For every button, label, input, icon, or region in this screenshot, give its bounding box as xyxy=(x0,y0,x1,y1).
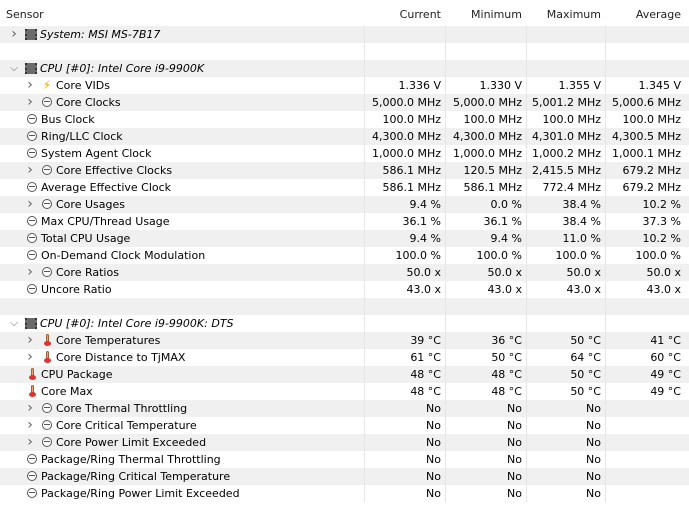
column-divider xyxy=(364,60,365,77)
group-label: CPU [#0]: Intel Core i9-9900K: DTS xyxy=(40,317,234,330)
chevron-right-icon[interactable]: › xyxy=(27,264,33,280)
sensor-label: Core Power Limit Exceeded xyxy=(56,436,207,449)
average-value: 1.345 V xyxy=(638,79,681,92)
clock-icon xyxy=(41,266,53,278)
minimum-value: 36 °C xyxy=(491,334,522,347)
average-value xyxy=(605,451,685,468)
table-row[interactable] xyxy=(0,213,689,230)
table-row[interactable] xyxy=(0,468,689,485)
minimum-value: 5,000.0 MHz xyxy=(452,96,522,109)
sensor-label: Core Distance to TjMAX xyxy=(56,351,186,364)
clock-icon xyxy=(41,402,53,414)
sensor-label: Ring/LLC Clock xyxy=(41,130,123,143)
sensor-label: Core Temperatures xyxy=(56,334,161,347)
thermometer-icon xyxy=(26,385,38,397)
chevron-right-icon[interactable]: › xyxy=(27,77,33,93)
minimum-value: No xyxy=(507,453,522,466)
minimum-value: 48 °C xyxy=(491,385,522,398)
average-value xyxy=(605,400,685,417)
column-divider xyxy=(364,298,365,315)
current-value: 9.4 % xyxy=(409,232,441,245)
table-row[interactable] xyxy=(0,111,689,128)
average-value: 100.0 % xyxy=(635,249,681,262)
minimum-value: 100.0 MHz xyxy=(463,113,522,126)
table-row[interactable] xyxy=(0,128,689,145)
chevron-down-icon[interactable]: ⌵ xyxy=(10,62,18,74)
maximum-value: 100.0 MHz xyxy=(542,113,601,126)
table-row[interactable] xyxy=(0,383,689,400)
clock-icon xyxy=(26,232,38,244)
column-divider xyxy=(364,315,365,332)
maximum-value: 1.355 V xyxy=(558,79,601,92)
column-header-average[interactable]: Average xyxy=(635,7,681,21)
minimum-value: 9.4 % xyxy=(490,232,522,245)
column-divider xyxy=(445,60,446,77)
table-row[interactable] xyxy=(0,349,689,366)
table-row[interactable] xyxy=(0,264,689,281)
sensor-group-row[interactable] xyxy=(0,26,689,43)
average-value: 4,300.5 MHz xyxy=(611,130,681,143)
column-divider xyxy=(364,26,365,43)
current-value: No xyxy=(426,436,441,449)
average-value: 37.3 % xyxy=(642,215,681,228)
current-value: No xyxy=(426,402,441,415)
maximum-value: 11.0 % xyxy=(562,232,601,245)
table-row[interactable] xyxy=(0,247,689,264)
maximum-value: 100.0 % xyxy=(555,249,601,262)
maximum-value: 64 °C xyxy=(570,351,601,364)
maximum-value: 38.4 % xyxy=(562,215,601,228)
maximum-value: 5,001.2 MHz xyxy=(531,96,601,109)
table-row[interactable] xyxy=(0,417,689,434)
maximum-value: No xyxy=(586,436,601,449)
sensor-label: Core Ratios xyxy=(56,266,119,279)
column-divider xyxy=(605,60,606,77)
minimum-value: 50.0 x xyxy=(487,266,522,279)
minimum-value: 50 °C xyxy=(491,351,522,364)
column-divider xyxy=(605,43,606,60)
average-value: 679.2 MHz xyxy=(622,181,681,194)
average-value: 10.2 % xyxy=(642,232,681,245)
table-row[interactable] xyxy=(0,145,689,162)
table-row[interactable] xyxy=(0,485,689,502)
sensor-label: Core Effective Clocks xyxy=(56,164,173,177)
sensor-label: Bus Clock xyxy=(41,113,95,126)
spacer-row xyxy=(0,43,689,60)
sensor-label: Core Usages xyxy=(56,198,125,211)
column-divider xyxy=(526,43,527,60)
average-value xyxy=(605,485,685,502)
clock-icon xyxy=(26,215,38,227)
minimum-value: No xyxy=(507,487,522,500)
clock-icon xyxy=(26,470,38,482)
table-row[interactable] xyxy=(0,451,689,468)
maximum-value: 50 °C xyxy=(570,368,601,381)
sensor-label: Core Max xyxy=(41,385,93,398)
average-value: 100.0 MHz xyxy=(622,113,681,126)
spacer-row xyxy=(0,298,689,315)
group-label: System: MSI MS-7B17 xyxy=(40,28,161,41)
table-row[interactable] xyxy=(0,94,689,111)
sensor-label: CPU Package xyxy=(41,368,113,381)
sensor-label: Package/Ring Critical Temperature xyxy=(41,470,231,483)
maximum-value: 43.0 x xyxy=(566,283,601,296)
minimum-value: 48 °C xyxy=(491,368,522,381)
current-value: 9.4 % xyxy=(409,198,441,211)
average-value: 49 °C xyxy=(650,385,681,398)
clock-icon xyxy=(26,249,38,261)
chevron-right-icon[interactable]: › xyxy=(27,434,33,450)
minimum-value: 36.1 % xyxy=(483,215,522,228)
current-value: No xyxy=(426,470,441,483)
minimum-value: No xyxy=(507,436,522,449)
clock-icon xyxy=(26,453,38,465)
column-divider xyxy=(526,60,527,77)
current-value: 586.1 MHz xyxy=(382,181,441,194)
sensor-label: Average Effective Clock xyxy=(41,181,172,194)
maximum-value: No xyxy=(586,402,601,415)
chevron-right-icon[interactable]: › xyxy=(27,332,33,348)
table-row[interactable] xyxy=(0,196,689,213)
sensor-label: Core VIDs xyxy=(56,79,110,92)
current-value: 50.0 x xyxy=(406,266,441,279)
current-value: 36.1 % xyxy=(402,215,441,228)
minimum-value: 1,000.0 MHz xyxy=(452,147,522,160)
table-row[interactable] xyxy=(0,400,689,417)
minimum-value: No xyxy=(507,470,522,483)
current-value: 586.1 MHz xyxy=(382,164,441,177)
thermometer-icon xyxy=(26,368,38,380)
average-value xyxy=(605,468,685,485)
minimum-value: 586.1 MHz xyxy=(463,181,522,194)
table-row[interactable] xyxy=(0,77,689,94)
current-value: 100.0 % xyxy=(395,249,441,262)
table-row[interactable] xyxy=(0,179,689,196)
chevron-right-icon[interactable]: › xyxy=(27,162,33,178)
thermometer-icon xyxy=(41,351,53,363)
chip-icon xyxy=(25,317,37,329)
column-header-maximum[interactable]: Maximum xyxy=(546,7,601,21)
maximum-value: 772.4 MHz xyxy=(542,181,601,194)
clock-icon xyxy=(41,164,53,176)
column-divider xyxy=(526,298,527,315)
clock-icon xyxy=(26,113,38,125)
current-value: 1.336 V xyxy=(398,79,441,92)
current-value: 5,000.0 MHz xyxy=(371,96,441,109)
chevron-right-icon[interactable]: › xyxy=(27,94,33,110)
sensor-label: On-Demand Clock Modulation xyxy=(41,249,206,262)
maximum-value: 2,415.5 MHz xyxy=(531,164,601,177)
group-label: CPU [#0]: Intel Core i9-9900K xyxy=(40,62,205,75)
table-row[interactable] xyxy=(0,162,689,179)
sensor-label: Core Critical Temperature xyxy=(56,419,197,432)
maximum-value: 50.0 x xyxy=(566,266,601,279)
clock-icon xyxy=(26,147,38,159)
average-value xyxy=(605,417,685,434)
clock-icon xyxy=(41,198,53,210)
current-value: 43.0 x xyxy=(406,283,441,296)
sensor-label: Core Thermal Throttling xyxy=(56,402,188,415)
clock-icon xyxy=(26,181,38,193)
column-divider xyxy=(445,26,446,43)
column-divider xyxy=(364,43,365,60)
current-value: 61 °C xyxy=(410,351,441,364)
chevron-right-icon[interactable]: › xyxy=(27,349,33,365)
average-value: 41 °C xyxy=(650,334,681,347)
column-divider xyxy=(605,26,606,43)
sensor-group-row[interactable] xyxy=(0,315,689,332)
sensor-label: Package/Ring Thermal Throttling xyxy=(41,453,221,466)
sensor-label: Core Clocks xyxy=(56,96,121,109)
chevron-right-icon[interactable]: › xyxy=(27,196,33,212)
column-divider xyxy=(445,298,446,315)
clock-icon xyxy=(26,283,38,295)
column-divider xyxy=(445,315,446,332)
average-value: 43.0 x xyxy=(646,283,681,296)
sensor-label: Max CPU/Thread Usage xyxy=(41,215,170,228)
average-value: 50.0 x xyxy=(646,266,681,279)
column-divider xyxy=(605,298,606,315)
average-value: 679.2 MHz xyxy=(622,164,681,177)
maximum-value: 38.4 % xyxy=(562,198,601,211)
average-value: 60 °C xyxy=(650,351,681,364)
maximum-value: 50 °C xyxy=(570,385,601,398)
chevron-right-icon[interactable]: › xyxy=(27,417,33,433)
current-value: No xyxy=(426,487,441,500)
column-divider xyxy=(445,43,446,60)
maximum-value: 50 °C xyxy=(570,334,601,347)
minimum-value: 1.330 V xyxy=(479,79,522,92)
minimum-value: 100.0 % xyxy=(476,249,522,262)
column-divider xyxy=(605,315,606,332)
clock-icon xyxy=(26,130,38,142)
column-header-row xyxy=(0,5,689,23)
chevron-right-icon[interactable]: › xyxy=(11,26,17,42)
sensor-label: System Agent Clock xyxy=(41,147,152,160)
chip-icon xyxy=(25,62,37,74)
clock-icon xyxy=(41,436,53,448)
chevron-down-icon[interactable]: ⌵ xyxy=(10,317,18,329)
average-value: 5,000.6 MHz xyxy=(611,96,681,109)
table-row[interactable] xyxy=(0,230,689,247)
table-row[interactable] xyxy=(0,366,689,383)
chip-icon xyxy=(25,28,37,40)
table-row[interactable] xyxy=(0,281,689,298)
minimum-value: 0.0 % xyxy=(490,198,522,211)
current-value: No xyxy=(426,453,441,466)
current-value: 4,300.0 MHz xyxy=(371,130,441,143)
minimum-value: 43.0 x xyxy=(487,283,522,296)
average-value: 1,000.1 MHz xyxy=(611,147,681,160)
current-value: 100.0 MHz xyxy=(382,113,441,126)
table-row[interactable] xyxy=(0,332,689,349)
maximum-value: No xyxy=(586,470,601,483)
maximum-value: No xyxy=(586,419,601,432)
column-header-sensor[interactable]: Sensor xyxy=(6,7,44,21)
thermometer-icon xyxy=(41,334,53,346)
current-value: 48 °C xyxy=(410,368,441,381)
maximum-value: No xyxy=(586,487,601,500)
minimum-value: 120.5 MHz xyxy=(463,164,522,177)
clock-icon xyxy=(26,487,38,499)
current-value: 39 °C xyxy=(410,334,441,347)
table-row[interactable] xyxy=(0,434,689,451)
minimum-value: No xyxy=(507,419,522,432)
chevron-right-icon[interactable]: › xyxy=(27,400,33,416)
sensor-label: Total CPU Usage xyxy=(41,232,131,245)
current-value: No xyxy=(426,419,441,432)
clock-icon xyxy=(41,96,53,108)
average-value: 10.2 % xyxy=(642,198,681,211)
maximum-value: 4,301.0 MHz xyxy=(531,130,601,143)
sensor-label: Package/Ring Power Limit Exceeded xyxy=(41,487,240,500)
sensor-label: Uncore Ratio xyxy=(41,283,112,296)
maximum-value: No xyxy=(586,453,601,466)
column-divider xyxy=(526,26,527,43)
maximum-value: 1,000.2 MHz xyxy=(531,147,601,160)
average-value: 49 °C xyxy=(650,368,681,381)
minimum-value: No xyxy=(507,402,522,415)
sensor-group-row[interactable] xyxy=(0,60,689,77)
minimum-value: 4,300.0 MHz xyxy=(452,130,522,143)
average-value xyxy=(605,434,685,451)
clock-icon xyxy=(41,419,53,431)
lightning-icon: ⚡ xyxy=(42,78,52,92)
current-value: 1,000.0 MHz xyxy=(371,147,441,160)
column-header-minimum[interactable]: Minimum xyxy=(471,7,522,21)
column-divider xyxy=(526,315,527,332)
current-value: 48 °C xyxy=(410,385,441,398)
column-header-current[interactable]: Current xyxy=(399,7,441,21)
